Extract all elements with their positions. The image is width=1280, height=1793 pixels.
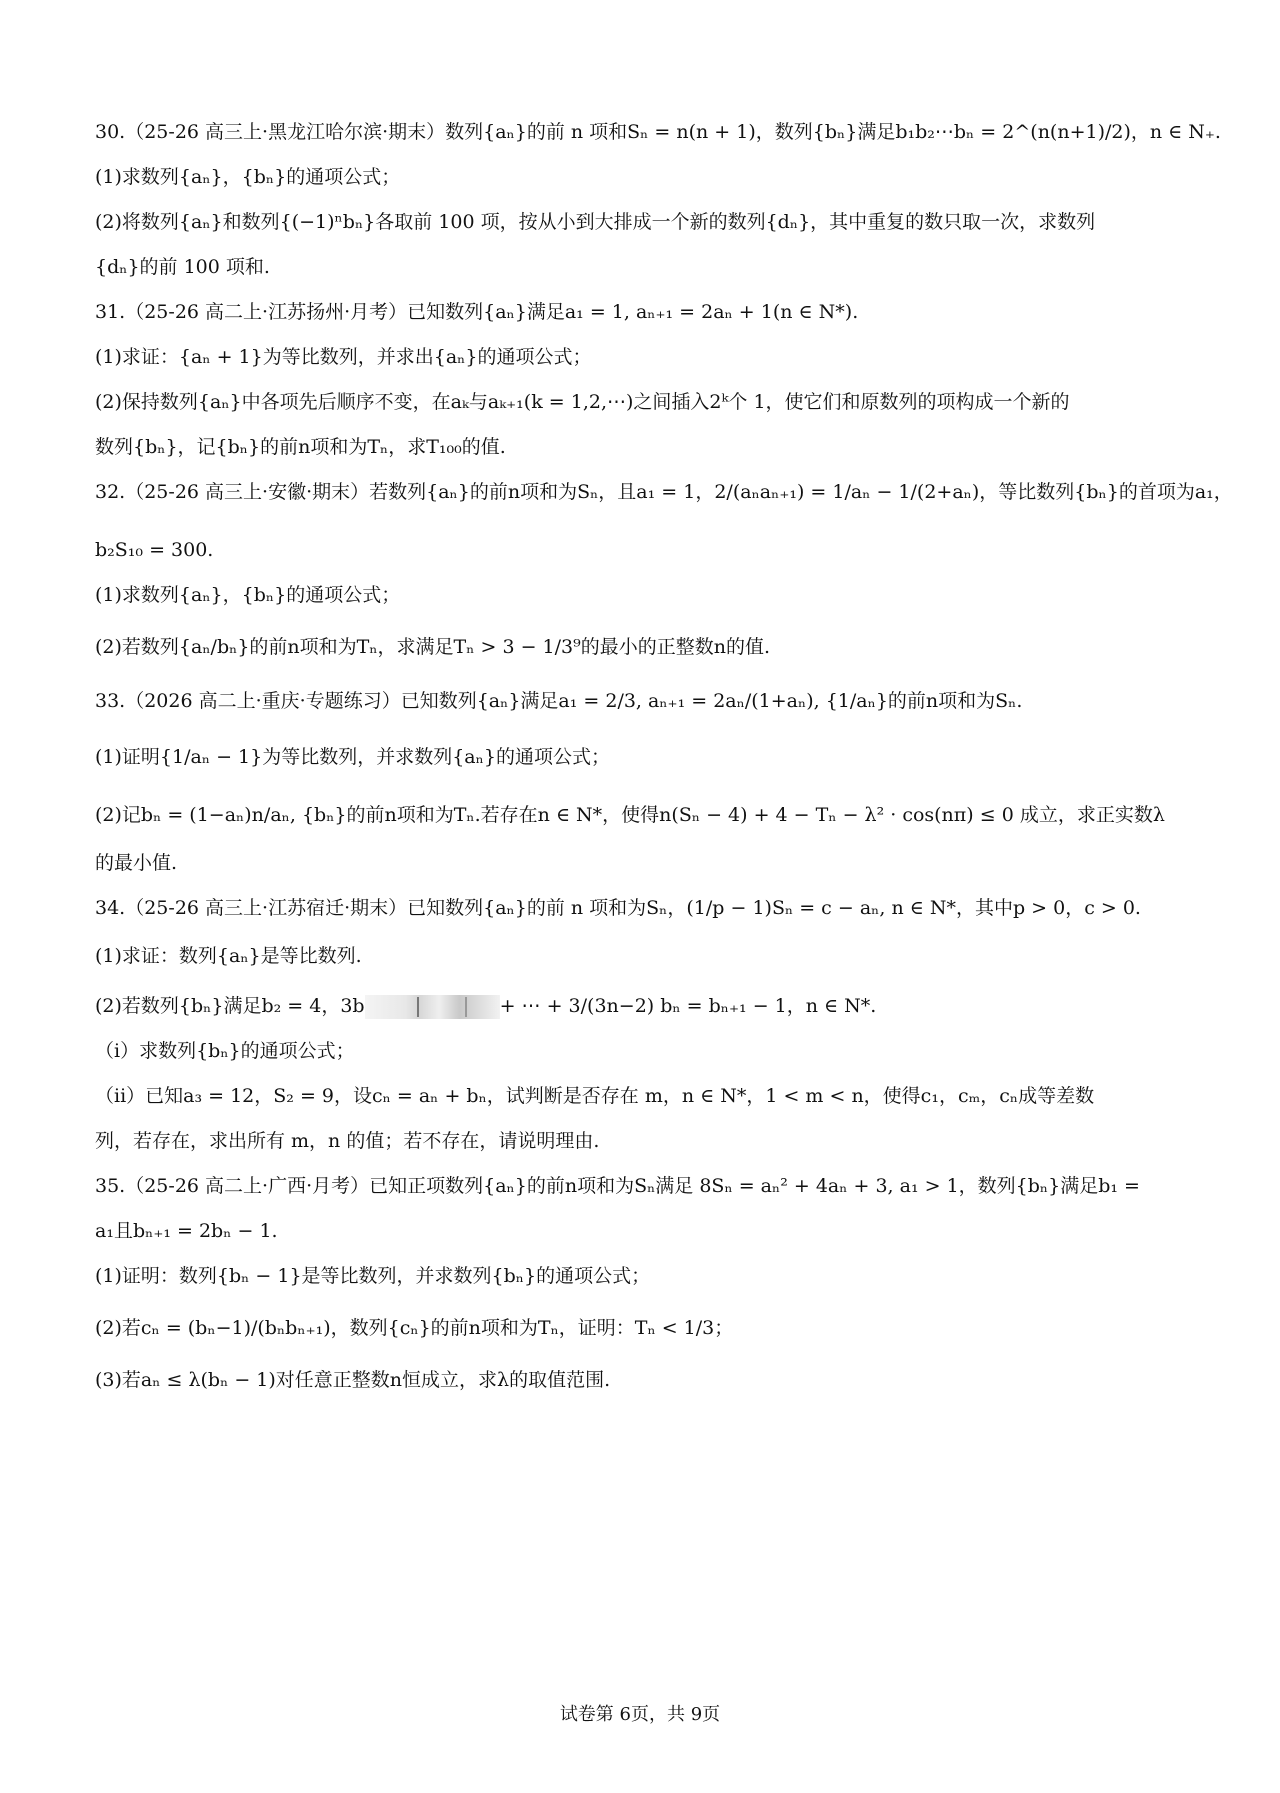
question-31-stem: 31.（25-26 高二上·江苏扬州·月考）已知数列{aₙ}满足a₁ = 1, aₙ₊₁ = 2aₙ + 1(n ∈ N*). [95, 301, 859, 323]
smudged-region [365, 995, 500, 1019]
question-35-stem-line-2: a₁且bₙ₊₁ = 2bₙ − 1. [95, 1220, 278, 1242]
questions-content [95, 118, 1233, 1394]
question-33-stem: 33.（2026 高二上·重庆·专题练习）已知数列{aₙ}满足a₁ = 2/3, aₙ₊₁ = 2aₙ/(1+aₙ), {1/aₙ}的前n项和为Sₙ. [95, 690, 1023, 712]
question-30-part-2-line-1: (2)将数列{aₙ}和数列{(−1)ⁿbₙ}各取前 100 项，按从小到大排成一个新的数列{dₙ}，其中重复的数只取一次，求数列 [95, 211, 1096, 233]
question-33-part-2-line-2: 的最小值. [95, 852, 178, 874]
question-34-part-2-end: + ⋯ + 3/(3n−2) bₙ = bₙ₊₁ − 1，n ∈ N*. [499, 995, 877, 1017]
question-30 [95, 118, 1221, 281]
question-35-stem-line-1: 35.（25-26 高二上·广西·月考）已知正项数列{aₙ}的前n项和为Sₙ满足 8Sₙ = aₙ² + 4aₙ + 3, a₁ > 1，数列{bₙ}满足b₁ = [95, 1175, 1140, 1197]
question-30-part-1: (1)求数列{aₙ}，{bₙ}的通项公式； [95, 166, 401, 188]
question-32-stem-line-2: b₂S₁₀ = 300. [95, 539, 214, 561]
question-30-part-2-line-2: {dₙ}的前 100 项和. [95, 256, 270, 278]
question-35-part-2: (2)若cₙ = (bₙ−1)/(bₙbₙ₊₁)，数列{cₙ}的前n项和为Tₙ，证明：Tₙ < 1/3； [95, 1317, 734, 1339]
question-32-part-1: (1)求数列{aₙ}，{bₙ}的通项公式； [95, 584, 401, 606]
question-35 [95, 1172, 1200, 1394]
question-33-part-1: (1)证明{1/aₙ − 1}为等比数列，并求数列{aₙ}的通项公式； [95, 746, 610, 768]
question-34-part-2-ii-line-2: 列，若存在，求出所有 m，n 的值；若不存在，请说明理由. [95, 1130, 600, 1152]
question-32-stem-line-1: 32.（25-26 高三上·安徽·期末）若数列{aₙ}的前n项和为Sₙ，且a₁ = 1，2/(aₙaₙ₊₁) = 1/aₙ − 1/(2+aₙ)，等比数列{bₙ}的首项为a₁， [95, 481, 1233, 503]
question-30-stem: 30.（25-26 高三上·黑龙江哈尔滨·期末）数列{aₙ}的前 n 项和Sₙ = n(n + 1)，数列{bₙ}满足b₁b₂⋯bₙ = 2^(n(n+1)/2)，n ∈ N₊. [95, 121, 1221, 143]
question-33 [95, 687, 1200, 877]
question-31 [95, 298, 1200, 461]
page-footer: 试卷第 6页，共 9页 [559, 1704, 721, 1725]
question-31-part-2-line-1: (2)保持数列{aₙ}中各项先后顺序不变，在aₖ与aₖ₊₁(k = 1,2,⋯)之间插入2ᵏ个 1，使它们和原数列的项构成一个新的 [95, 391, 1070, 413]
question-31-part-2-line-2: 数列{bₙ}，记{bₙ}的前n项和为Tₙ，求T₁₀₀的值. [95, 436, 506, 458]
question-34-part-2-ii-line-1: （ii）已知a₃ = 12，S₂ = 9，设cₙ = aₙ + bₙ，试判断是否存在 m，n ∈ N*，1 < m < n，使得c₁，cₘ，cₙ成等差数 [95, 1085, 1095, 1107]
question-33-part-2-line-1: (2)记bₙ = (1−aₙ)n/aₙ, {bₙ}的前n项和为Tₙ.若存在n ∈ N*，使得n(Sₙ − 4) + 4 − Tₙ − λ² · cos(nπ) ≤ 0 成立，求正实数λ [95, 804, 1165, 826]
question-32-part-2: (2)若数列{aₙ/bₙ}的前n项和为Tₙ，求满足Tₙ > 3 − 1/3⁹的最小的正整数n的值. [95, 636, 771, 658]
question-34-part-2-start: (2)若数列{bₙ}满足b₂ = 4，3b [95, 995, 365, 1017]
question-34-part-2 [95, 992, 1200, 1020]
question-34-stem: 34.（25-26 高三上·江苏宿迁·期末）已知数列{aₙ}的前 n 项和为Sₙ，(1/p − 1)Sₙ = c − aₙ, n ∈ N*，其中p > 0，c > 0. [95, 897, 1141, 919]
question-34-part-1: (1)求证：数列{aₙ}是等比数列. [95, 945, 362, 967]
question-34-part-2-i: （i）求数列{bₙ}的通项公式； [95, 1040, 355, 1062]
question-35-part-1: (1)证明：数列{bₙ − 1}是等比数列，并求数列{bₙ}的通项公式； [95, 1265, 651, 1287]
question-35-part-3: (3)若aₙ ≤ λ(bₙ − 1)对任意正整数n恒成立，求λ的取值范围. [95, 1369, 611, 1391]
question-32 [95, 478, 1233, 661]
question-34 [95, 894, 1200, 1155]
question-31-part-1: (1)求证：{aₙ + 1}为等比数列，并求出{aₙ}的通项公式； [95, 346, 592, 368]
